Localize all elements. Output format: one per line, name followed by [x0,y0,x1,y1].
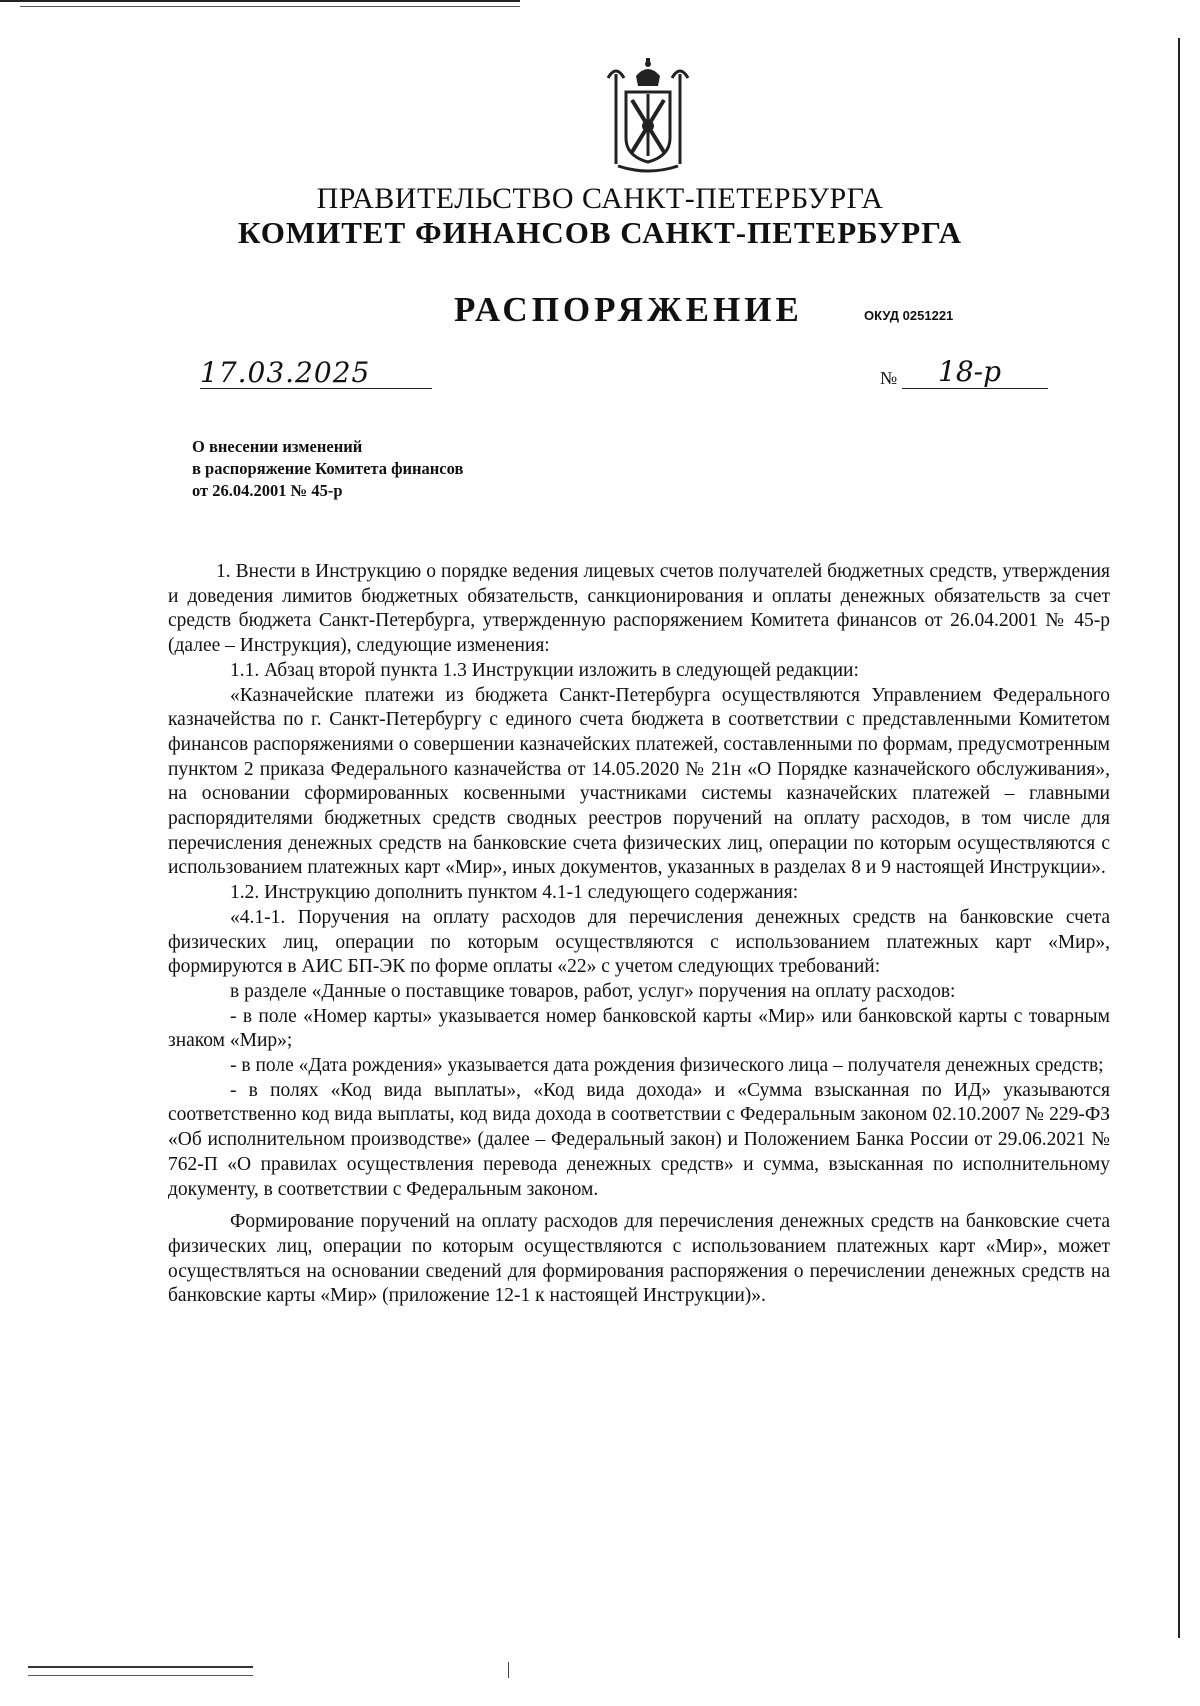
saint-petersburg-coat-of-arms-icon [588,56,708,176]
number-label: № [880,368,898,388]
government-heading: ПРАВИТЕЛЬСТВО САНКТ-ПЕТЕРБУРГА [316,182,884,215]
paragraph: - в поле «Номер карты» указывается номер банковской карты «Мир» или банковской карты с товарным знаком «Мир»; [168,1005,1110,1052]
paragraph: Формирование поручений на оплату расходов для перечисления денежных средств на банковские счета физических лиц, операции по которым осуществляются с использованием платежных карт «Мир», может осуществляться на основании сведений для формирования распоряжения о перечислении денежных средств на банковские карты «Мир» (приложение 12-1 к настоящей Инструкции)». [168,1211,1110,1307]
document-title: РАСПОРЯЖЕНИЕ [454,290,803,329]
date-underline [200,388,432,389]
document-body [168,560,1110,1309]
paragraph: в разделе «Данные о поставщике товаров, работ, услуг» поручения на оплату расходов: [230,980,956,1002]
subject-line: О внесении изменений [192,437,363,456]
paragraph: «Казначейские платежи из бюджета Санкт-Петербурга осуществляются Управлением Федерального казначейства по г. Санкт-Петербургу с единого счета бюджета в соответствии с представленными Комитетом финансов распоряжениями о совершении казначейских платежей, составленными по формам, предусмотренным пунктом 2 приказа Федерального казначейства от 14.05.2020 № 21н «О Порядке казначейского обслуживания», на основании сформированных косвенными участниками системы казначейских платежей – главными распорядителями бюджетных средств сводных реестров поручений на оплату расходов, в том числе для перечисления денежных средств на банковские счета физических лиц, операции по которым осуществляются с использованием платежных карт «Мир», иных документов, указанных в разделах 8 и 9 настоящей Инструкции». [168,684,1110,879]
scan-edge-bottom [28,1666,253,1668]
scan-edge-bottom-secondary [28,1675,253,1676]
paragraph: «4.1-1. Поручения на оплату расходов для перечисления денежных средств на банковские счета физических лиц, операции по которым осуществляются с использованием платежных карт «Мир», формируются в АИС БП-ЭК по форме оплаты «22» с учетом следующих требований: [168,906,1110,978]
paragraph: 1.2. Инструкцию дополнить пунктом 4.1-1 следующего содержания: [230,882,799,904]
scan-edge-right [1178,38,1180,1638]
handwritten-number: 18-р [938,355,1002,388]
document-subject [192,436,463,502]
paragraph: - в поле «Дата рождения» указывается дата рождения физического лица – получателя денежных средств; [230,1055,1104,1077]
number-underline [902,388,1048,389]
scan-edge-top-secondary [20,6,520,7]
subject-line: в распоряжение Комитета финансов [192,459,464,478]
scan-tick-mark [508,1662,509,1678]
paragraph: - в полях «Код вида выплаты», «Код вида дохода» и «Сумма взысканная по ИД» указываются соответственно код вида выплаты, код вида дохода в соответствии с Федеральным законом 02.10.2007 № 229-ФЗ «Об исполнительном производстве» (далее – Федеральный закон) и Положением Банка России от 29.06.2021 № 762-П «О правилах осуществления перевода денежных средств» и сумма, взысканная по исполнительному документу, в соответствии с Федеральным законом. [168,1079,1110,1200]
committee-heading: КОМИТЕТ ФИНАНСОВ САНКТ-ПЕТЕРБУРГА [238,215,962,250]
paragraph: 1. Внести в Инструкцию о порядке ведения лицевых счетов получателей бюджетных средств, утверждения и доведения лимитов бюджетных обязательств, санкционирования и оплаты денежных обязательств за счет средств бюджета Санкт-Петербурга, утвержденную распоряжением Комитета финансов от 26.04.2001 № 45-р (далее – Инструкция), следующие изменения: [168,561,1110,657]
paragraph: 1.1. Абзац второй пункта 1.3 Инструкции изложить в следующей редакции: [230,659,859,681]
handwritten-date: 17.03.2025 [200,356,371,389]
subject-line: от 26.04.2001 № 45-р [192,481,343,500]
okud-code: ОКУД 0251221 [864,308,954,323]
scan-edge-top [0,0,520,2]
